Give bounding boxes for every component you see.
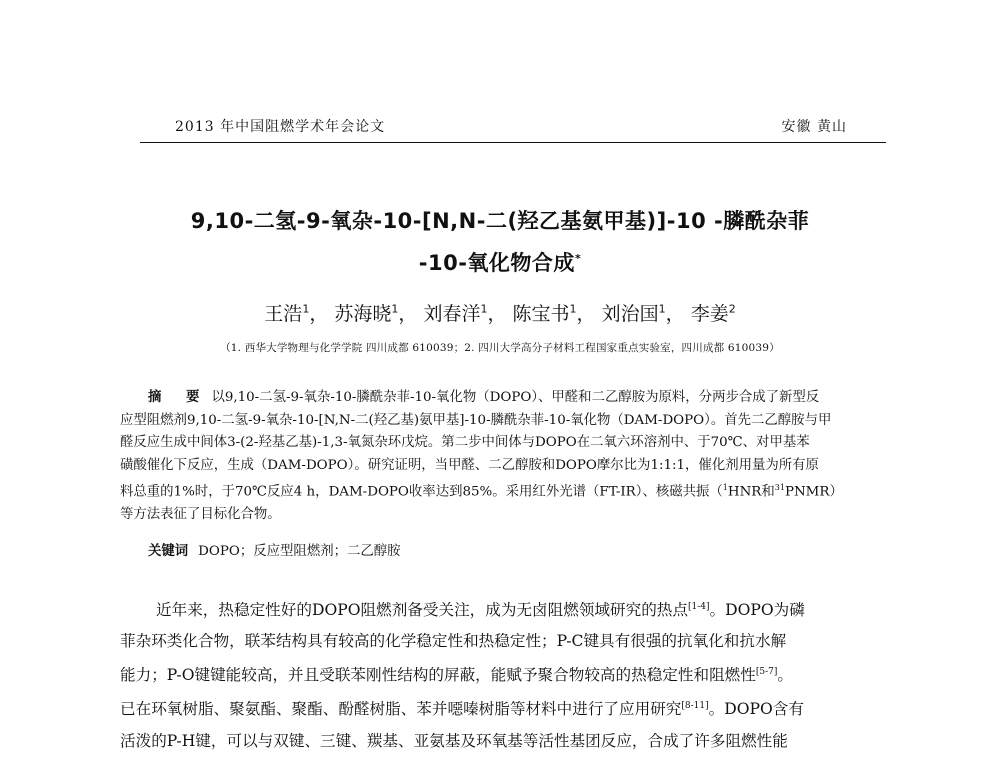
body-text-4a: 已在环氧树脂、聚氨酯、聚酯、酚醛树脂、苯并噁嗪树脂等材料中进行了应用研究: [120, 700, 682, 719]
isotope-31p: 31: [774, 483, 785, 492]
author-3: [423, 303, 487, 325]
author-1: [264, 303, 309, 325]
author-name: 苏海晓: [334, 303, 392, 325]
abstract-line-4: 磺酸催化下反应，生成（DAM-DOPO）。研究证明，当甲醛、二乙醇胺和DOPO摩尔比为1:1:1，催化剂用量为所有原: [120, 457, 819, 473]
author-affiliation-mark: 1: [302, 302, 310, 316]
keywords-text: DOPO；反应型阻燃剂；二乙醇胺: [198, 544, 401, 559]
body-line-4: [120, 691, 880, 725]
body-text: [120, 592, 880, 757]
citation: [5-7]: [755, 667, 778, 678]
title-text-1: 9,10-二氢-9-氧杂-10-[N,N-二(羟乙基氨甲基)]-10 -膦酰杂菲: [190, 209, 810, 233]
body-text-1b: 。DOPO为磷: [709, 601, 805, 620]
abstract-text-5-end: PNMR）: [784, 484, 843, 500]
citation: [8-11]: [681, 701, 709, 712]
keywords: [148, 540, 848, 559]
abstract: [120, 386, 880, 526]
running-header: [175, 116, 885, 138]
author-separator: ，: [576, 303, 596, 325]
abstract-line-2: 应型阻燃剂9,10-二氢-9-氧杂-10-[N,N-二(羟乙基)氨甲基]-10-膦酰杂菲-10-氧化物（DAM-DOPO）。首先二乙醇胺与甲: [120, 412, 832, 428]
author-affiliation-mark: 1: [658, 302, 666, 316]
author-separator: ，: [398, 303, 418, 325]
body-line-5: 活泼的P-H键，可以与双键、三键、羰基、亚氨基及环氧基等活性基团反应，合成了许多阻燃性能: [120, 731, 788, 750]
author-separator: ，: [309, 303, 329, 325]
author-affiliation-mark: 1: [480, 302, 488, 316]
author-separator: ，: [665, 303, 685, 325]
affiliations: （1. 西华大学物理与化学学院 四川成都 610039；2. 四川大学高分子材料工程国家重点实验室，四川成都 610039）: [220, 342, 780, 354]
abstract-text-1: 以9,10-二氢-9-氧杂-10-膦酰杂菲-10-氧化物（DOPO）、甲醛和二乙醇胺为原料，分两步合成了新型反: [211, 390, 820, 405]
conference-location: 安徽 黄山: [781, 119, 847, 135]
body-text-3a: 能力；P-O键键能较高，并且受联苯刚性结构的屏蔽，能赋予聚合物较高的热稳定性和阻燃性: [120, 666, 756, 685]
author-name: 刘春洋: [423, 303, 481, 325]
isotope-1h: 1: [722, 483, 728, 492]
keywords-label: 关键词: [148, 543, 189, 559]
author-name: 李姜: [690, 303, 729, 325]
paper-title-line-1: [120, 205, 880, 235]
author-name: 王浩: [264, 303, 303, 325]
body-text-1a: 近年来，热稳定性好的DOPO阻燃剂备受关注，成为无卤阻燃领域研究的热点: [156, 601, 688, 620]
author-affiliation-mark: 1: [391, 302, 399, 316]
abstract-text-5: 料总重的1%时，于70℃反应4 h，DAM-DOPO收率达到85%。采用红外光谱（FT-IR）、核磁共振（: [120, 484, 723, 500]
author-name: 刘治国: [601, 303, 659, 325]
author-5: [602, 303, 666, 325]
abstract-line-6: 等方法表征了目标化合物。: [120, 506, 281, 522]
body-line-1: [120, 592, 880, 626]
author-2: [334, 303, 398, 325]
abstract-line-3: 醛反应生成中间体3-(2-羟基乙基)-1,3-氧氮杂环戊烷。第二步中间体与DOPO在二氧六环溶剂中、于70℃、对甲基苯: [120, 435, 810, 450]
author-4: [513, 303, 577, 325]
title-text-2: -10-氧化物合成: [418, 251, 575, 275]
author-name: 陈宝书: [512, 303, 570, 325]
abstract-label: 摘 要: [148, 389, 210, 405]
paper-title-line-2: [120, 247, 880, 277]
conference-name: 2013 年中国阻燃学术年会论文: [175, 119, 386, 135]
body-line-2: 菲杂环类化合物，联苯结构具有较高的化学稳定性和热稳定性；P-C键具有很强的抗氧化和抗水解: [120, 632, 787, 651]
body-text-3b: 。: [777, 666, 793, 685]
abstract-line-5: [120, 477, 880, 504]
header-rule: [140, 142, 886, 143]
citation: [1-4]: [687, 602, 710, 612]
body-line-3: [120, 657, 880, 691]
abstract-line-1: [120, 386, 880, 410]
author-separator: ，: [487, 303, 507, 325]
author-affiliation-mark: 2: [728, 302, 736, 316]
body-text-4b: 。DOPO含有: [708, 700, 804, 719]
author-affiliation-mark: 1: [569, 302, 577, 316]
author-list: [120, 299, 880, 326]
abstract-text-5-mid: HNR和: [727, 484, 775, 500]
author-6: [691, 303, 736, 325]
title-footnote-mark: *: [574, 252, 582, 265]
